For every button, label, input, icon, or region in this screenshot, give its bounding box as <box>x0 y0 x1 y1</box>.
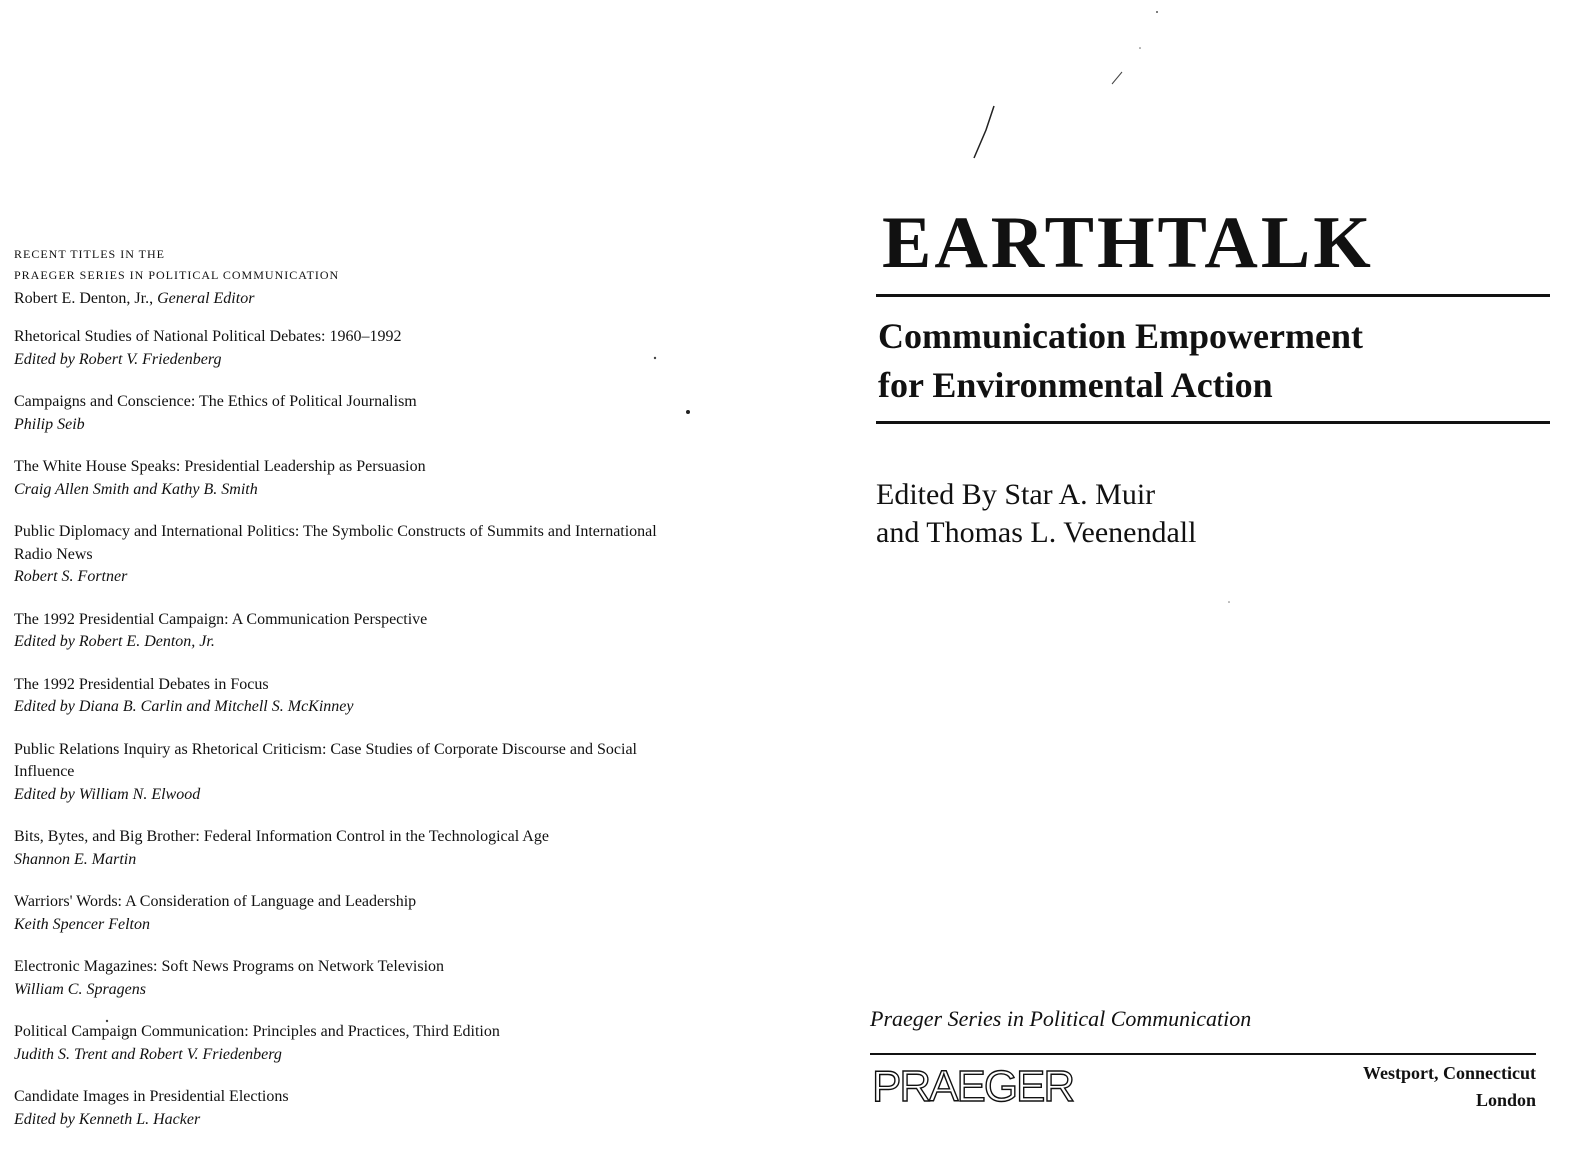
book-title: The 1992 Presidential Campaign: A Communication Perspective <box>14 610 428 628</box>
editors-line-2: and Thomas L. Veenendall <box>876 516 1197 549</box>
pen-stroke-mark <box>974 106 994 158</box>
book-title: Electronic Magazines: Soft News Programs on Network Television <box>14 958 445 975</box>
book-author: Edited by William N. Elwood <box>14 785 201 803</box>
book-author: Edited by Diana B. Carlin and Mitchell S. McKinney <box>14 698 354 715</box>
book-author: Edited by Robert V. Friedenberg <box>14 350 222 368</box>
general-editor-role: General Editor <box>157 290 255 307</box>
dust-speck <box>654 357 656 359</box>
book-author: William C. Spragens <box>14 980 147 998</box>
dust-speck <box>1139 47 1141 49</box>
subtitle-line-1: Communication Empowerment <box>878 316 1363 356</box>
book-title: Bits, Bytes, and Big Brother: Federal Information Control in the Technological Age <box>14 828 549 845</box>
book-author: Keith Spencer Felton <box>14 915 150 933</box>
series-name: Praeger Series in Political Communication <box>870 1006 1252 1031</box>
publisher-logo: PRAEGER <box>872 1062 1074 1111</box>
series-header-line-1: RECENT TITLES IN THE <box>14 247 165 261</box>
page-title: EARTHTALK <box>882 202 1374 284</box>
book-author: Shannon E. Martin <box>14 850 137 868</box>
book-title: Political Campaign Communication: Principles and Practices, Third Edition <box>14 1023 500 1040</box>
location-line-1: Westport, Connecticut <box>1363 1063 1536 1083</box>
book-title: Candidate Images in Presidential Elections <box>14 1088 289 1105</box>
book-title: Campaigns and Conscience: The Ethics of Political Journalism <box>14 393 417 410</box>
series-header-line-2: PRAEGER SERIES IN POLITICAL COMMUNICATION <box>14 268 340 282</box>
dust-speck <box>1228 601 1230 603</box>
book-author: Judith S. Trent and Robert V. Friedenberg <box>14 1045 282 1063</box>
book-title: The 1992 Presidential Debates in Focus <box>14 675 269 693</box>
book-title: Rhetorical Studies of National Political Debates: 1960–1992 <box>14 328 402 345</box>
pen-stroke-mark <box>1112 72 1122 84</box>
book-title: The White House Speaks: Presidential Leadership as Persuasion <box>14 458 426 475</box>
book-title: Public Diplomacy and International Politics: The Symbolic Constructs of Summits and International Radio News <box>14 523 657 563</box>
book-author: Philip Seib <box>14 415 85 433</box>
dust-speck <box>686 410 690 414</box>
subtitle-line-2: for Environmental Action <box>878 365 1273 405</box>
general-editor-name: Robert E. Denton, Jr., <box>14 290 154 307</box>
dust-speck <box>106 1020 108 1022</box>
book-title: Public Relations Inquiry as Rhetorical Criticism: Case Studies of Corporate Discourse and Social Influence <box>14 740 637 780</box>
book-author: Edited by Robert E. Denton, Jr. <box>14 633 215 650</box>
book-title: Warriors' Words: A Consideration of Language and Leadership <box>14 893 417 910</box>
dust-speck <box>1156 11 1158 13</box>
book-author: Edited by Kenneth L. Hacker <box>14 1110 201 1128</box>
book-author: Robert S. Fortner <box>14 568 128 585</box>
book-author: Craig Allen Smith and Kathy B. Smith <box>14 480 258 498</box>
location-line-2: London <box>1475 1090 1536 1110</box>
editors-line-1: Edited By Star A. Muir <box>876 478 1156 511</box>
